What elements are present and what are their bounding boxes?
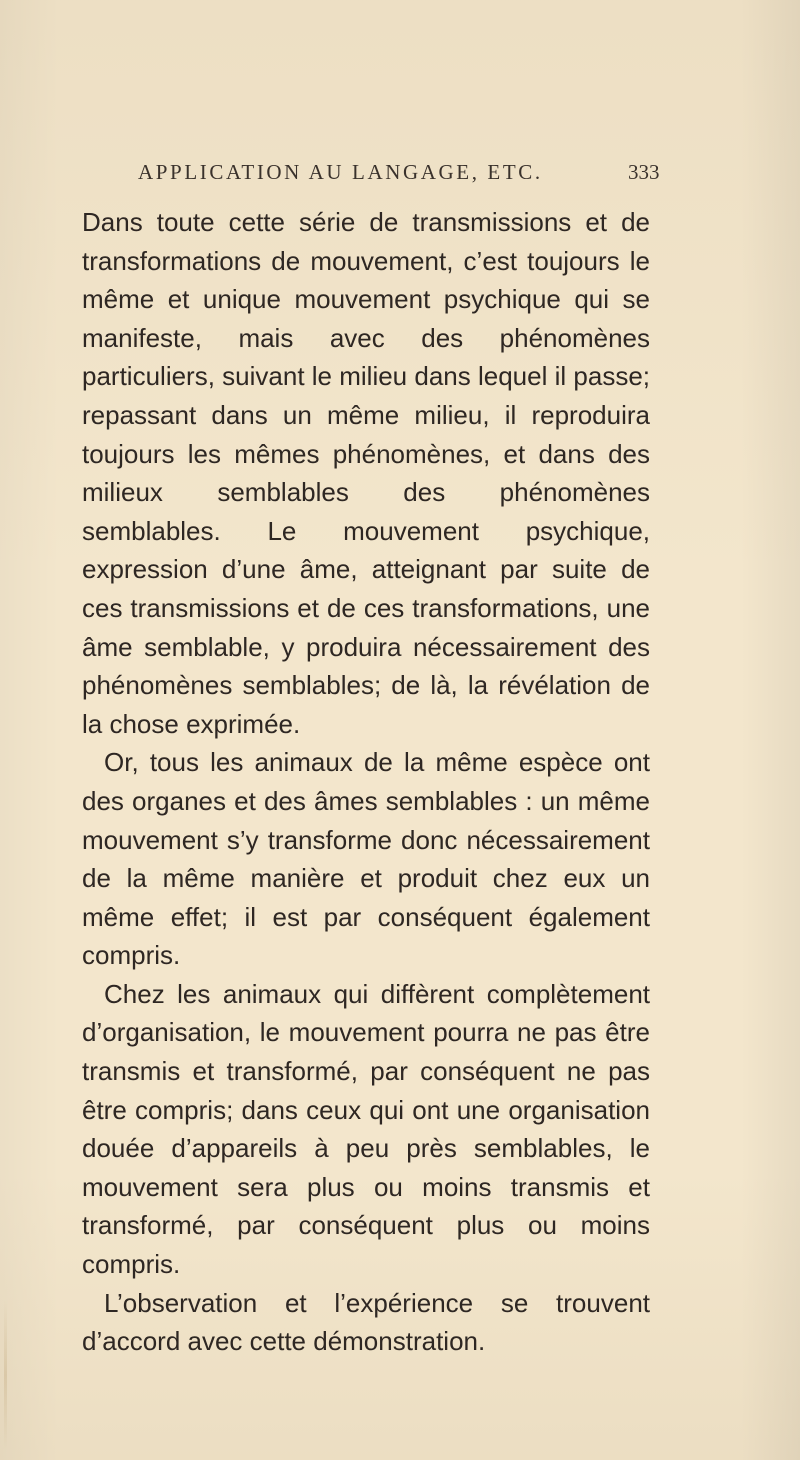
paragraph-3: Chez les animaux qui diffèrent complètement d’organisation, le mouvement pourra ne pas être transmis et transformé, par conséquent ne pas être compris; dans ceux qui ont une organisation douée d’appareils à peu près semblables, le mouvement sera plus ou moins transmis et transformé, par conséquent plus ou moins compris. bbox=[82, 978, 650, 1280]
running-title: APPLICATION AU LANGAGE, ETC. bbox=[138, 160, 543, 184]
page-number: 333 bbox=[628, 160, 660, 184]
paper-edge-mark bbox=[4, 1300, 7, 1450]
paragraph-4: L’observation et l’expérience se trouvent d’accord avec cette démonstration. bbox=[82, 1287, 650, 1357]
body-text bbox=[82, 203, 650, 1361]
paragraph-1: Dans toute cette série de transmissions et de transformations de mouvement, c’est toujours le même et unique mouvement psychique qui se manifeste, mais avec des phénomènes particuliers, suivant le milieu dans lequel il passe; repassant dans un même milieu, il reproduira toujours les mêmes phénomènes, et dans des milieux semblables des phénomènes semblables. Le mouvement psychique, expression d’une âme, atteignant par suite de ces transmissions et de ces transformations, une âme semblable, y produira nécessairement des phénomènes semblables; de là, la révélation de la chose exprimée. bbox=[82, 207, 650, 739]
paragraph-2: Or, tous les animaux de la même espèce ont des organes et des âmes semblables : un même mouvement s’y transforme donc nécessairement de la même manière et produit chez eux un même effet; il est par conséquent également compris. bbox=[82, 747, 650, 971]
running-header bbox=[0, 160, 800, 192]
